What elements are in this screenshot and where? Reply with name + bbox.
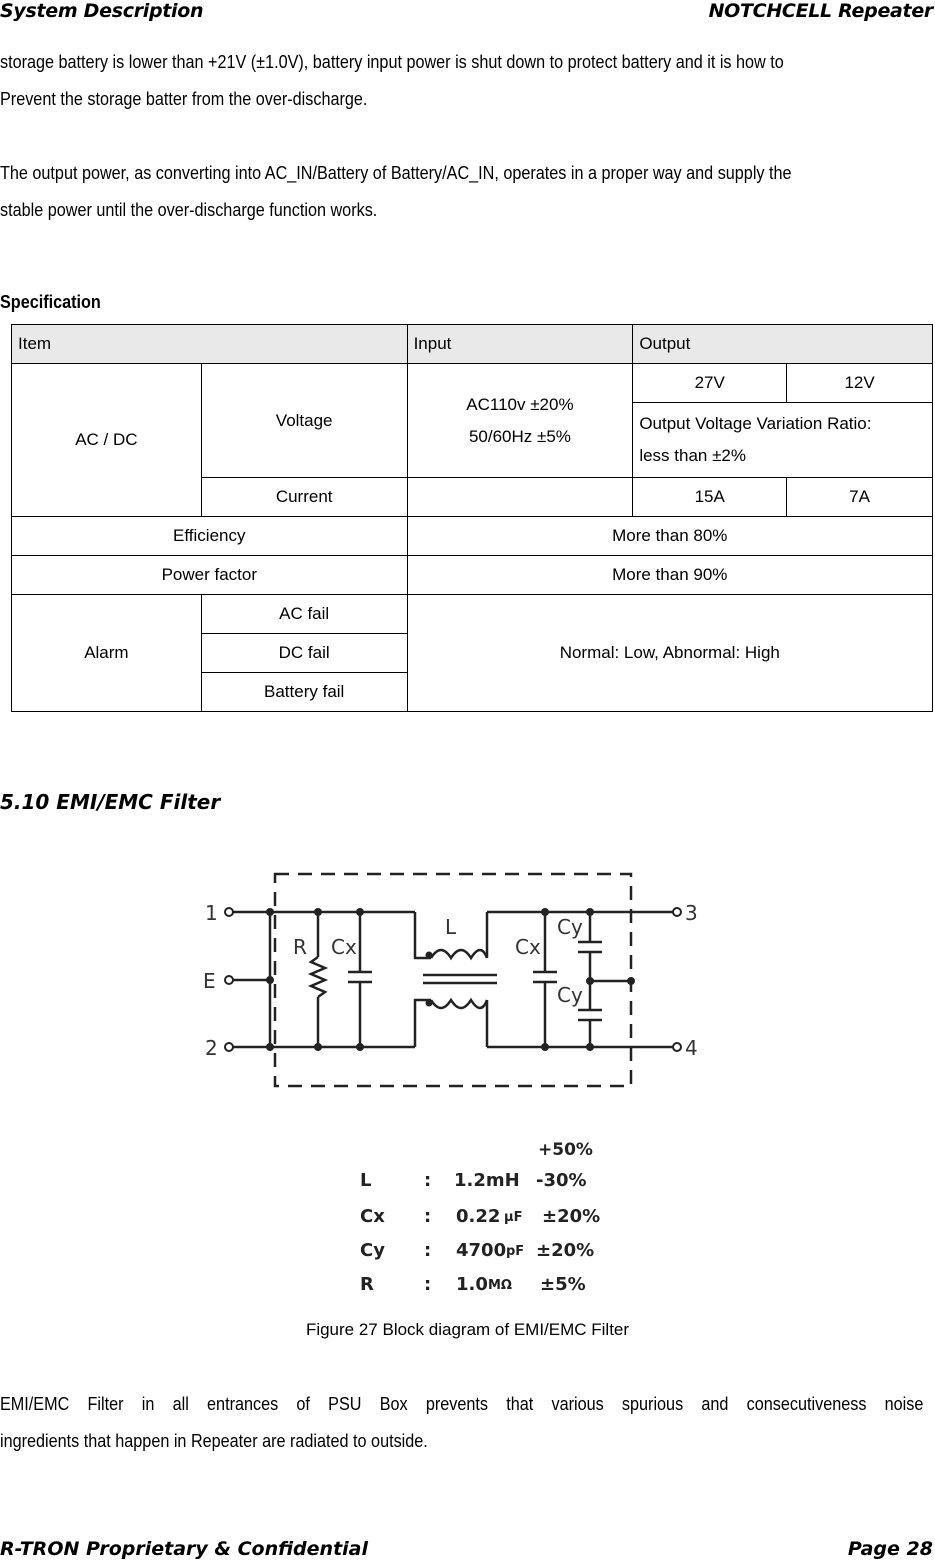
current-15a-cell: 15A [633, 478, 787, 517]
acdc-cell: AC / DC [12, 364, 202, 517]
ac-fail-cell: AC fail [201, 595, 407, 634]
variation-line-1: Output Voltage Variation Ratio: [639, 414, 872, 433]
header-output: Output [633, 325, 933, 364]
header-right: NOTCHCELL Repeater [708, 0, 933, 22]
inductor-tolerance-plus: +50% [538, 1140, 593, 1160]
current-input-cell [407, 478, 633, 517]
table-header-row [12, 325, 933, 364]
table-row [12, 556, 933, 595]
terminal-3-label: 3 [685, 901, 698, 925]
cy2-label: Cy [557, 983, 583, 1007]
terminal-e-label: E [203, 969, 216, 993]
spec-sep: : [424, 1240, 432, 1261]
spec-value-l: 1.2mH [454, 1170, 520, 1191]
resistor-label: R [293, 935, 307, 959]
alarm-cell: Alarm [12, 595, 202, 712]
spec-value-cx: 0.22 [456, 1206, 501, 1227]
paragraph-2-line-1: The output power, as converting into AC_IN/Battery of Battery/AC_IN, operates in a proper way and supply the [0, 163, 792, 183]
spec-tolerance-cy: ±20% [536, 1240, 595, 1261]
spec-symbol-cy: Cy [360, 1240, 385, 1261]
terminal-3 [673, 908, 681, 916]
specification-table [11, 324, 933, 712]
spec-unit-cy: pF [506, 1244, 525, 1259]
spec-tolerance-cx: ±20% [542, 1206, 601, 1227]
terminal-4 [673, 1043, 681, 1051]
footer-page-number: 28 [906, 1538, 933, 1560]
footer-left: R-TRON Proprietary & Confidential [0, 1538, 368, 1560]
current-7a-cell: 7A [787, 478, 933, 517]
variation-line-2: less than ±2% [639, 446, 746, 465]
battery-fail-cell: Battery fail [201, 673, 407, 712]
polarity-dot [426, 1000, 433, 1007]
terminal-4-label: 4 [685, 1036, 698, 1060]
spec-unit-r: MΩ [488, 1278, 512, 1293]
paragraph-1-line-2: Prevent the storage batter from the over-discharge. [0, 89, 368, 109]
input-voltage-cell [407, 364, 633, 478]
header-left: System Description [0, 0, 204, 22]
footer-page-label: Page [847, 1538, 900, 1560]
paragraph-2-line-2: stable power until the over-discharge function works. [0, 200, 378, 220]
cx1-label: Cx [331, 935, 357, 959]
efficiency-cell: Efficiency [12, 517, 408, 556]
paragraph-3-line-1: EMI/EMC Filter in all entrances of PSU Box prevents that various spurious and consecutiveness noise [0, 1394, 924, 1414]
spec-value-r: 1.0 [456, 1274, 488, 1295]
power-factor-value-cell: More than 90% [407, 556, 932, 595]
table-row [12, 364, 933, 403]
terminal-1-label: 1 [205, 901, 218, 925]
spec-tolerance-r: ±5% [540, 1274, 586, 1295]
alarm-value-cell: Normal: Low, Abnormal: High [407, 595, 932, 712]
spec-sep: : [424, 1274, 432, 1295]
specification-title: Specification [0, 292, 101, 312]
voltage-cell: Voltage [201, 364, 407, 478]
terminal-2-label: 2 [205, 1036, 218, 1060]
spec-symbol-r: R [360, 1274, 374, 1295]
header-input: Input [407, 325, 633, 364]
paragraph-3-line-2: ingredients that happen in Repeater are radiated to outside. [0, 1431, 428, 1451]
footer-page [848, 1538, 933, 1560]
current-cell: Current [201, 478, 407, 517]
figure-caption: Figure 27 Block diagram of EMI/EMC Filter [305, 1320, 630, 1339]
spec-symbol-cx: Cx [360, 1206, 385, 1227]
input-voltage-line-2: 50/60Hz ±5% [468, 426, 571, 446]
emi-filter-circuit-diagram [195, 862, 715, 1102]
inductor-label: L [445, 915, 457, 939]
cx2-label: Cx [515, 935, 541, 959]
dc-fail-cell: DC fail [201, 634, 407, 673]
paragraph-1-line-1: storage battery is lower than +21V (±1.0V), battery input power is shut down to protect battery and it is how to [0, 52, 784, 72]
terminal-1 [225, 908, 233, 916]
header-item: Item [12, 325, 408, 364]
output-12v-cell: 12V [787, 364, 933, 403]
variation-cell [633, 403, 933, 478]
spec-value-cy: 4700 [456, 1240, 507, 1261]
table-row [12, 595, 933, 634]
spec-symbol-l: L [360, 1170, 372, 1191]
section-title: 5.10 EMI/EMC Filter [0, 790, 221, 814]
input-voltage-line-1: AC110v ±20% [466, 394, 574, 414]
spec-tolerance-l: -30% [536, 1170, 587, 1191]
spec-sep: : [424, 1206, 432, 1227]
enclosure-box [275, 874, 631, 1086]
output-27v-cell: 27V [633, 364, 787, 403]
spec-unit-cx: μF [504, 1210, 523, 1225]
polarity-dot [426, 952, 433, 959]
component-values [358, 1140, 618, 1305]
terminal-e [225, 976, 233, 984]
spec-sep: : [424, 1170, 432, 1191]
cy1-label: Cy [557, 915, 583, 939]
power-factor-cell: Power factor [12, 556, 408, 595]
terminal-2 [225, 1043, 233, 1051]
efficiency-value-cell: More than 80% [407, 517, 932, 556]
table-row [12, 517, 933, 556]
